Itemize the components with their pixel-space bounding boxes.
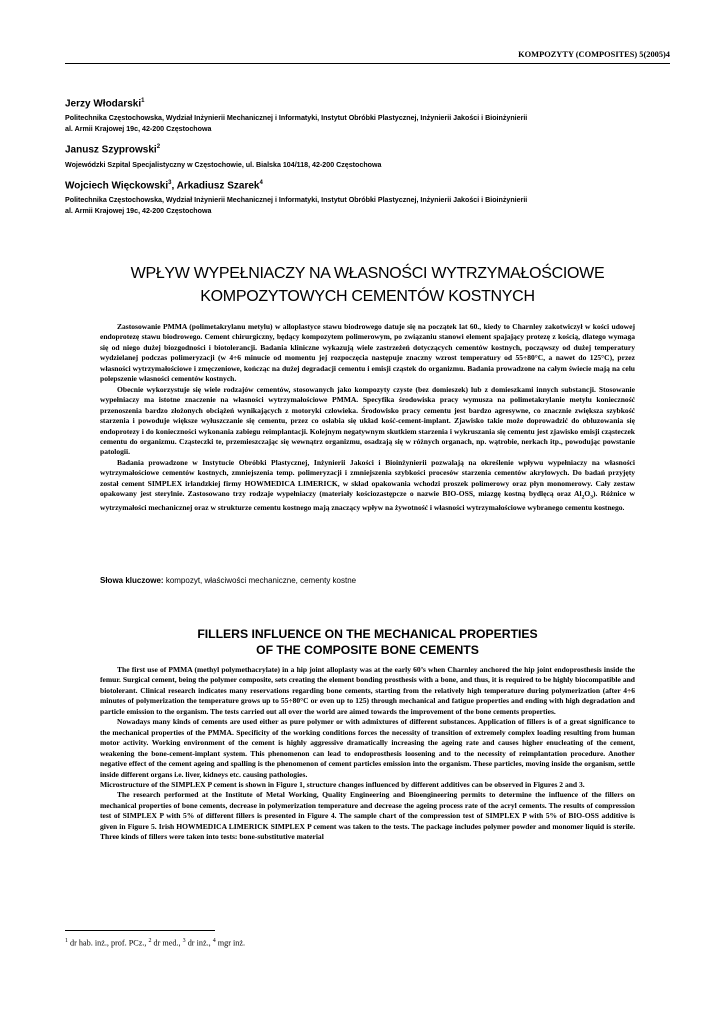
abstract-en-paragraph-1: The first use of PMMA (methyl polymethacrylate) in a hip joint alloplasty was at the early 60’s when Charnley anchored the hip joint endoprosthesis inside the femur. Surgical cement, being the polymer composite, sets creating the element bonding prosthesis with a bone, and thus, it is required to be highly biocompatible and biotolerant. Clinical research indicates many reservations regarding bone cements, starting from the relatively high temperature during polymerization (after 4÷6 minutes of polymerization the temperature grows up to 55÷80°C or even up to 125) through mechanical and fatigue properties and ending with high degradation and particle emission to the organism. The tests carried out all over the world are aimed towards the improvement of the bone cements properties. (100, 665, 635, 716)
keywords-label: Słowa kluczowe: (100, 576, 164, 585)
footnote-divider (65, 930, 215, 931)
footnote: $^1$ dr hab. inż., prof. PCz., $^2$ dr med., $^3$ dr inż., $^4$ mgr inż. (65, 938, 246, 948)
abstract-pl-paragraph-3: Badania prowadzone w Instytucie Obróbki Plastycznej, Inżynierii Jakości i Bioinżynierii pozwalają na określenie wpływu wypełniaczy na własności wytrzymałościowe cementów kostnych, zmniejszenia temp. polimeryzacji i zmniejszenia szybkości procesów starzenia cementów akrylowych. Do badań przyjęty został cement SIMPLEX irlandzkiej firmy HOWMEDICA LIMERICK, w skład opakowania wchodzi proszek polimerowy oraz płyn monomerowy. Cały zestaw opakowany jest sterylnie. Zastosowano trzy rodzaje wypełniaczy (materiały kościozastępcze o nazwie BIO-OSS, miazgę kostną bydlęcą oraz $Al_2O_3$). Różnice w wytrzymałości mechanicznej oraz w strukturze cementu kostnego mają znaczący wpływ na żywotność i własności wytrzymałościowe wybranego cementu kostnego. (100, 457, 635, 513)
abstract-en-paragraph-3: Microstructure of the SIMPLEX P cement is shown in Figure 1, structure changes influenced by different additives can be observed in Figures 2 and 3. (100, 779, 585, 789)
paper-title-polish: WPŁYW WYPEŁNIACZY NA WŁASNOŚCI WYTRZYMAŁOŚCIOWE KOMPOZYTOWYCH CEMENTÓW KOSTNYCH (130, 265, 605, 305)
abstract-en-paragraph-4: The research performed at the Institute of Metal Working, Quality Engineering and Bioengineering permits to determine the influence of the fillers on mechanical properties of bone cements, decrease in polymerization temperature and decrease the ageing process rate of the acryl cements. The results of compression test of SIMPLEX P with 5% of different fillers is presented in Figure 4. The sample chart of the compression test of SIMPLEX P with 5% of BIO-OSS additive is given in Figure 5. Irish HOWMEDICA LIMERICK SIMPLEX P cement was taken to the tests. The package includes polymer powder and monomer liquid is sterile. Three kinds of fillers were taken into tests: bone-substitutive material (100, 790, 635, 842)
author-3-4: Wojciech Więckowski$^3$, Arkadiusz Szarek$^4$ (65, 180, 263, 192)
abstract-pl-paragraph-2: Obecnie wykorzystuje się wiele rodzajów cementów, stosowanych jako kompozyty czyste (bez domieszek) lub z domieszkami innych substancji. Stosowanie wypełniaczy ma istotne znaczenie na własności wytrzymałościowe PMMA. Specyfika środowiska pracy wymusza na polimetakrylanie metylu konieczność przenoszenia bardzo złożonych obciążeń wynikających z motoryki człowieka. Środowisko pracy cementu jest bardzo agresywne, co znacznie zwiększa szybkość starzenia i powoduje większe wyłuszczanie się cementu, przez co osłabia się układ kość-cement-implant. Zjawisko takie może doprowadzić do obluzowania się endoprotezy i do konieczności wykonania zabiegu reimplantacji. Kolejnym negatywnym skutkiem starzenia i wykruszania się cementu jest zjawisko emisji cząsteczek cementu do organizmu. Cząsteczki te, przemieszczając się wewnątrz organizmu, osadzają się w różnych organach, np. wątrobie, nerkach itp., powodując powstanie patologii. (100, 384, 635, 457)
paper-title-english: FILLERS INFLUENCE ON THE MECHANICAL PROPERTIES OF THE COMPOSITE BONE CEMENTS (197, 627, 538, 657)
keywords (100, 575, 635, 586)
affiliation-3: Politechnika Częstochowska, Wydział Inżynierii Mechanicznej i Informatyki, Instytut Obróbki Plastycznej, Inżynierii Jakości i Bioinżynierii al. Armii Krajowej 19c, 42-200 Częstochowa (65, 196, 528, 215)
abstract-polish (100, 322, 635, 514)
journal-title: KOMPOZYTY (COMPOSITES) 5(2005)4 (518, 50, 670, 59)
authors-block (65, 95, 670, 223)
keywords-text: kompozyt, właściwości mechaniczne, cementy kostne (165, 576, 357, 585)
author-1: Jerzy Włodarski$^1$ (65, 98, 145, 110)
affiliation-1: Politechnika Częstochowska, Wydział Inżynierii Mechanicznej i Informatyki, Instytut Obróbki Plastycznej, Inżynierii Jakości i Bioinżynierii al. Armii Krajowej 19c, 42-200 Częstochowa (65, 114, 528, 133)
affiliation-2: Wojewódzki Szpital Specjalistyczny w Częstochowie, ul. Bialska 104/118, 42-200 Częstochowa (65, 160, 382, 169)
abstract-english (100, 665, 635, 843)
abstract-en-paragraph-2: Nowadays many kinds of cements are used either as pure polymer or with admixtures of different substances. Application of fillers is of a great significance to the mechanical properties of the PMMA. Specificity of the working conditions forces the necessity of transition of extremely complex loading resulting from human motor activity. Working environment of the cement is highly aggressive dramatically increasing the ageing rate and causes higher enucleating of the cement, weakening the bone-cement-implant system. This phenomenon can lead to endoprosthesis loosening and to the necessity of reimplantation procedure. Another negative effect of the cement ageing and spalling is the phenomenon of cement particles emission into the organism. These particles, moving inside the organism, settle inside different organs i.e. liver, kidneys etc. causing pathologies. (100, 717, 635, 779)
author-2: Janusz Szyprowski$^2$ (65, 144, 161, 156)
journal-header (65, 50, 670, 64)
abstract-pl-paragraph-1: Zastosowanie PMMA (polimetakrylanu metylu) w alloplastyce stawu biodrowego datuje się na początek lat 60., kiedy to Charnley zakotwiczył w kości udowej endoprotezę stawu biodrowego. Cement chirurgiczny, będący kompozytem polimerowym, po związaniu stanowi element spajający protezę z kością, dlatego wymaga się od niego dużej biozgodności i biotolerancji. Badania kliniczne wykazują wiele zastrzeżeń dotyczących cementów kostnych, począwszy od dużej temperatury wydzielanej podczas polimeryzacji (w 4÷6 minucie od momentu jej rozpoczęcia następuje znaczny wzrost temperatury od 55÷80°C, a nawet do 125°C), przez własności wytrzymałościowe i zmęczeniowe, kończąc na dużej degradacji cementu i emisji cząstek do organizmu. Badania prowadzone na całym świecie mają na celu polepszenie własności cementów kostnych. (100, 322, 635, 384)
